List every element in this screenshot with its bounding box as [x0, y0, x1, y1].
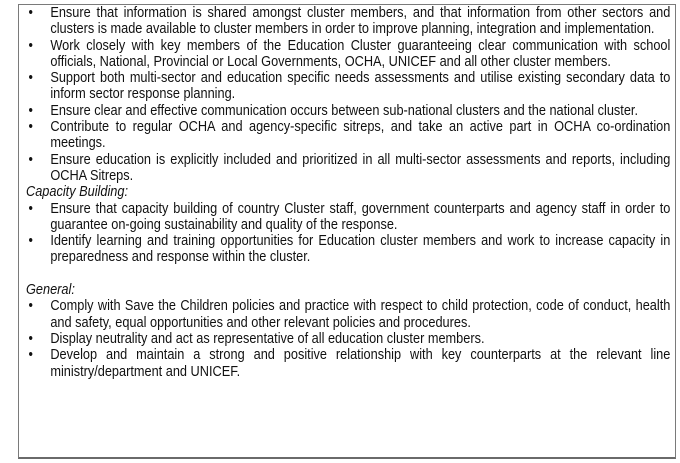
list-item-text: Contribute to regular OCHA and agency-specific sitreps, and take an active part in OCHA co-ordination meetings. [50, 118, 671, 152]
bullet-icon: • [28, 150, 33, 168]
bullet-icon: • [28, 199, 33, 217]
general-heading: General: [26, 281, 75, 299]
blank-line [26, 266, 670, 282]
document-body [26, 5, 670, 380]
list-item-text: Support both multi-sector and education specific needs assessments and utilise existing secondary data to inform sector response planning. [50, 69, 671, 103]
list-item-text: Comply with Save the Children policies and practice with respect to child protection, code of conduct, health and safety, equal opportunities and other relevant policies and procedures. [50, 297, 671, 331]
bullet-icon: • [28, 4, 33, 21]
bullet-icon: • [28, 297, 33, 315]
list-item-text: Ensure that capacity building of country Cluster staff, government counterparts and agency staff in order to guarantee on-going sustainability and quality of the response. [50, 199, 671, 233]
list-item [26, 38, 670, 71]
list-item [26, 5, 670, 38]
bullet-icon: • [28, 329, 33, 347]
bullet-icon: • [28, 232, 33, 250]
list-item-text: Display neutrality and act as representative of all education cluster members. [50, 329, 485, 347]
capacity-building-heading: Capacity Building: [26, 183, 129, 201]
responsibilities-list [26, 5, 670, 184]
list-item [26, 119, 670, 152]
bullet-icon: • [28, 36, 33, 54]
list-item [26, 347, 670, 380]
bullet-icon: • [28, 346, 33, 364]
general-list [26, 298, 670, 379]
list-item [26, 233, 670, 266]
list-item [26, 152, 670, 185]
list-item-text: Ensure that information is shared amongst cluster members, and that information from other sectors and clusters is made available to cluster members in order to improve planning, integration and implementation. [50, 4, 671, 38]
list-item [26, 70, 670, 103]
list-item-text: Develop and maintain a strong and positive relationship with key counterparts at the relevant line ministry/department and UNICEF. [50, 346, 671, 380]
list-item [26, 331, 670, 347]
list-item-text: Work closely with key members of the Education Cluster guaranteeing clear communication with school officials, National, Provincial or Local Governments, OCHA, UNICEF and all other cluster members. [50, 36, 671, 70]
list-item-text: Identify learning and training opportunities for Education cluster members and work to increase capacity in preparedness and response within the cluster. [50, 232, 671, 266]
capacity-building-list [26, 201, 670, 266]
bullet-icon: • [28, 118, 33, 136]
list-item-text: Ensure education is explicitly included and prioritized in all multi-sector assessments and reports, including OCHA Sitreps. [50, 150, 671, 184]
list-item [26, 103, 670, 119]
bullet-icon: • [28, 69, 33, 87]
list-item-text: Ensure clear and effective communication occurs between sub-national clusters and the national cluster. [50, 101, 638, 119]
bullet-icon: • [28, 101, 33, 119]
list-item [26, 201, 670, 234]
list-item [26, 298, 670, 331]
